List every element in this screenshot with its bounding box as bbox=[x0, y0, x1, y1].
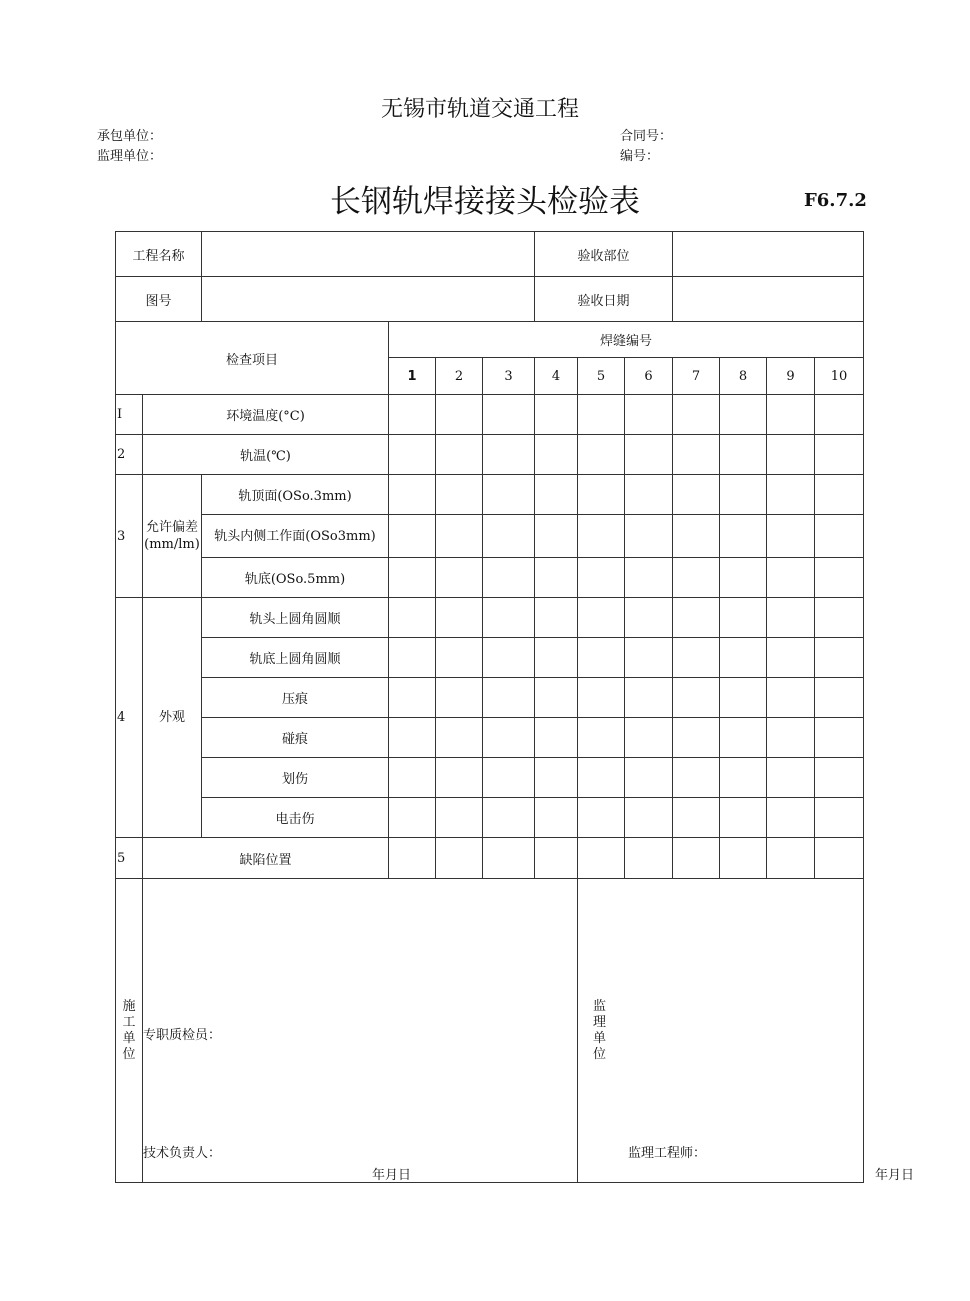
cell[interactable] bbox=[625, 838, 673, 879]
row-appearance-arc-strike bbox=[116, 798, 864, 838]
cell[interactable] bbox=[578, 798, 625, 838]
cell[interactable] bbox=[535, 598, 578, 638]
weld-col-10: 10 bbox=[815, 358, 864, 395]
cell[interactable] bbox=[673, 718, 720, 758]
cell[interactable] bbox=[767, 558, 815, 598]
cell[interactable] bbox=[483, 475, 535, 515]
cell[interactable] bbox=[389, 475, 436, 515]
cell[interactable] bbox=[815, 638, 864, 678]
cell[interactable] bbox=[578, 838, 625, 879]
cell[interactable] bbox=[483, 598, 535, 638]
cell[interactable] bbox=[673, 395, 720, 435]
info-row-project bbox=[116, 232, 864, 277]
cell[interactable] bbox=[436, 718, 483, 758]
cell[interactable] bbox=[483, 638, 535, 678]
cell[interactable] bbox=[389, 678, 436, 718]
row-appearance-base-fillet bbox=[116, 638, 864, 678]
project-name-field[interactable] bbox=[202, 232, 535, 277]
cell[interactable] bbox=[535, 395, 578, 435]
cell[interactable] bbox=[483, 758, 535, 798]
contract-no-label: 合同号： bbox=[620, 129, 673, 144]
weld-col-3: 3 bbox=[483, 358, 535, 395]
cell[interactable] bbox=[673, 678, 720, 718]
cell[interactable] bbox=[389, 838, 436, 879]
info-row-drawing bbox=[116, 277, 864, 322]
cell[interactable] bbox=[389, 395, 436, 435]
acceptance-part-label: 验收部位 bbox=[535, 232, 673, 277]
drawing-no-label: 图号 bbox=[116, 277, 202, 322]
item-label: 电击伤 bbox=[202, 798, 389, 838]
acceptance-date-field[interactable] bbox=[673, 277, 864, 322]
weld-col-6: 6 bbox=[625, 358, 673, 395]
cell[interactable] bbox=[535, 798, 578, 838]
cell[interactable] bbox=[436, 475, 483, 515]
organization-name: 无锡市轨道交通工程 bbox=[380, 97, 579, 122]
weld-col-8: 8 bbox=[720, 358, 767, 395]
weld-col-9: 9 bbox=[767, 358, 815, 395]
cell[interactable] bbox=[535, 678, 578, 718]
cell[interactable] bbox=[436, 838, 483, 879]
weld-col-5: 5 bbox=[578, 358, 625, 395]
cell[interactable] bbox=[483, 838, 535, 879]
cell[interactable] bbox=[389, 758, 436, 798]
cell[interactable] bbox=[535, 638, 578, 678]
technical-lead-label: 技术负责人： bbox=[143, 1146, 222, 1161]
contractor-label: 承包单位： bbox=[97, 129, 163, 144]
item-label: 环境温度(°C) bbox=[143, 395, 389, 435]
weld-number-header: 焊缝编号 bbox=[389, 322, 864, 358]
drawing-no-field[interactable] bbox=[202, 277, 535, 322]
cell[interactable] bbox=[483, 718, 535, 758]
item-label: 轨底(OSo.5mm) bbox=[202, 558, 389, 598]
supervising-engineer-label: 监理工程师： bbox=[628, 1146, 707, 1161]
cell[interactable] bbox=[535, 558, 578, 598]
row-number: I bbox=[116, 395, 143, 435]
cell[interactable] bbox=[767, 395, 815, 435]
cell[interactable] bbox=[436, 798, 483, 838]
deviation-group-label: 允许偏差(mm/lm) bbox=[143, 475, 202, 598]
cell[interactable] bbox=[673, 475, 720, 515]
cell[interactable] bbox=[535, 718, 578, 758]
cell[interactable] bbox=[625, 758, 673, 798]
item-label: 碰痕 bbox=[202, 718, 389, 758]
cell[interactable] bbox=[389, 515, 436, 558]
cell[interactable] bbox=[436, 558, 483, 598]
cell[interactable] bbox=[815, 758, 864, 798]
cell[interactable] bbox=[389, 598, 436, 638]
cell[interactable] bbox=[625, 435, 673, 475]
cell[interactable] bbox=[720, 678, 767, 718]
form-title: 长钢轨焊接接头检验表 bbox=[330, 184, 640, 220]
cell[interactable] bbox=[767, 678, 815, 718]
cell[interactable] bbox=[625, 598, 673, 638]
signoff-row bbox=[116, 879, 864, 1183]
weld-col-2: 2 bbox=[436, 358, 483, 395]
cell[interactable] bbox=[625, 798, 673, 838]
cell[interactable] bbox=[389, 435, 436, 475]
cell[interactable] bbox=[578, 395, 625, 435]
cell[interactable] bbox=[815, 718, 864, 758]
cell[interactable] bbox=[720, 435, 767, 475]
weld-col-1: 1 bbox=[389, 358, 436, 395]
cell[interactable] bbox=[535, 758, 578, 798]
cell[interactable] bbox=[578, 475, 625, 515]
date-label-left: 年月日 bbox=[372, 1168, 412, 1183]
inspection-table bbox=[115, 231, 915, 1183]
construction-signoff-area[interactable] bbox=[143, 879, 578, 1183]
cell[interactable] bbox=[767, 838, 815, 879]
cell[interactable] bbox=[578, 718, 625, 758]
cell[interactable] bbox=[578, 558, 625, 598]
cell[interactable] bbox=[673, 598, 720, 638]
cell[interactable] bbox=[720, 838, 767, 879]
cell[interactable] bbox=[625, 718, 673, 758]
cell[interactable] bbox=[720, 515, 767, 558]
row-appearance-indentation bbox=[116, 678, 864, 718]
cell[interactable] bbox=[815, 598, 864, 638]
cell[interactable] bbox=[436, 515, 483, 558]
cell[interactable] bbox=[436, 678, 483, 718]
row-rail-temperature bbox=[116, 435, 864, 475]
cell[interactable] bbox=[578, 638, 625, 678]
cell[interactable] bbox=[483, 435, 535, 475]
item-label: 缺陷位置 bbox=[143, 838, 389, 879]
project-name-label: 工程名称 bbox=[116, 232, 202, 277]
cell[interactable] bbox=[767, 758, 815, 798]
cell[interactable] bbox=[767, 638, 815, 678]
cell[interactable] bbox=[535, 838, 578, 879]
cell[interactable] bbox=[767, 798, 815, 838]
cell[interactable] bbox=[436, 435, 483, 475]
row-ambient-temperature bbox=[116, 395, 864, 435]
header-row bbox=[116, 322, 864, 358]
row-deviation-rail-top bbox=[116, 475, 864, 515]
cell[interactable] bbox=[535, 435, 578, 475]
cell[interactable] bbox=[578, 598, 625, 638]
cell[interactable] bbox=[673, 435, 720, 475]
cell[interactable] bbox=[578, 678, 625, 718]
construction-unit-label: 施工单位 bbox=[116, 879, 143, 1183]
cell[interactable] bbox=[673, 515, 720, 558]
item-label: 划伤 bbox=[202, 758, 389, 798]
item-label: 轨头上圆角圆顺 bbox=[202, 598, 389, 638]
quality-inspector-label: 专职质检员： bbox=[143, 1028, 222, 1043]
cell[interactable] bbox=[483, 558, 535, 598]
acceptance-date-label: 验收日期 bbox=[535, 277, 673, 322]
cell[interactable] bbox=[389, 558, 436, 598]
weld-col-4: 4 bbox=[535, 358, 578, 395]
row-number: 3 bbox=[116, 475, 143, 598]
cell[interactable] bbox=[815, 435, 864, 475]
cell[interactable] bbox=[767, 435, 815, 475]
cell[interactable] bbox=[436, 758, 483, 798]
cell[interactable] bbox=[436, 638, 483, 678]
cell[interactable] bbox=[815, 515, 864, 558]
cell[interactable] bbox=[578, 758, 625, 798]
cell[interactable] bbox=[767, 718, 815, 758]
cell[interactable] bbox=[578, 515, 625, 558]
row-deviation-rail-head-inner bbox=[116, 515, 864, 558]
cell[interactable] bbox=[625, 558, 673, 598]
cell[interactable] bbox=[625, 638, 673, 678]
row-appearance-scratch bbox=[116, 758, 864, 798]
cell[interactable] bbox=[483, 678, 535, 718]
acceptance-part-field[interactable] bbox=[673, 232, 864, 277]
cell[interactable] bbox=[815, 838, 864, 879]
item-label: 轨头内侧工作面(OSo3mm) bbox=[202, 515, 389, 558]
cell[interactable] bbox=[815, 678, 864, 718]
cell[interactable] bbox=[483, 395, 535, 435]
cell[interactable] bbox=[578, 435, 625, 475]
cell[interactable] bbox=[625, 475, 673, 515]
cell[interactable] bbox=[720, 798, 767, 838]
cell[interactable] bbox=[483, 798, 535, 838]
cell[interactable] bbox=[720, 598, 767, 638]
supervision-signoff-area[interactable] bbox=[578, 879, 915, 1183]
inspection-item-header: 检查项目 bbox=[116, 322, 389, 395]
cell[interactable] bbox=[535, 515, 578, 558]
supervision-unit-label: 监理单位 bbox=[593, 999, 607, 1062]
cell[interactable] bbox=[720, 718, 767, 758]
cell[interactable] bbox=[767, 475, 815, 515]
cell[interactable] bbox=[625, 678, 673, 718]
form-code: F6.7.2 bbox=[804, 190, 867, 211]
cell[interactable] bbox=[815, 475, 864, 515]
row-number: 5 bbox=[116, 838, 143, 879]
cell[interactable] bbox=[535, 475, 578, 515]
cell[interactable] bbox=[625, 395, 673, 435]
cell[interactable] bbox=[625, 515, 673, 558]
item-label: 压痕 bbox=[202, 678, 389, 718]
supervisor-label: 监理单位： bbox=[97, 149, 163, 164]
cell[interactable] bbox=[673, 798, 720, 838]
row-appearance-head-fillet bbox=[116, 598, 864, 638]
appearance-group-label: 外观 bbox=[143, 598, 202, 838]
cell[interactable] bbox=[720, 638, 767, 678]
cell[interactable] bbox=[483, 515, 535, 558]
cell[interactable] bbox=[389, 638, 436, 678]
cell[interactable] bbox=[767, 598, 815, 638]
item-label: 轨温(℃) bbox=[143, 435, 389, 475]
cell[interactable] bbox=[720, 758, 767, 798]
cell[interactable] bbox=[815, 395, 864, 435]
cell[interactable] bbox=[815, 558, 864, 598]
row-deviation-rail-base bbox=[116, 558, 864, 598]
serial-no-label: 编号： bbox=[620, 149, 660, 164]
row-number: 4 bbox=[116, 598, 143, 838]
cell[interactable] bbox=[720, 558, 767, 598]
cell[interactable] bbox=[673, 838, 720, 879]
cell[interactable] bbox=[673, 758, 720, 798]
cell[interactable] bbox=[436, 395, 483, 435]
cell[interactable] bbox=[389, 798, 436, 838]
cell[interactable] bbox=[389, 718, 436, 758]
cell[interactable] bbox=[673, 558, 720, 598]
cell[interactable] bbox=[767, 515, 815, 558]
cell[interactable] bbox=[815, 798, 864, 838]
cell[interactable] bbox=[720, 395, 767, 435]
item-label: 轨顶面(OSo.3mm) bbox=[202, 475, 389, 515]
cell[interactable] bbox=[673, 638, 720, 678]
row-number: 2 bbox=[116, 435, 143, 475]
cell[interactable] bbox=[720, 475, 767, 515]
weld-col-7: 7 bbox=[673, 358, 720, 395]
row-appearance-dent bbox=[116, 718, 864, 758]
date-label-right: 年月日 bbox=[875, 1168, 915, 1183]
item-label: 轨底上圆角圆顺 bbox=[202, 638, 389, 678]
cell[interactable] bbox=[436, 598, 483, 638]
row-defect-position bbox=[116, 838, 864, 879]
